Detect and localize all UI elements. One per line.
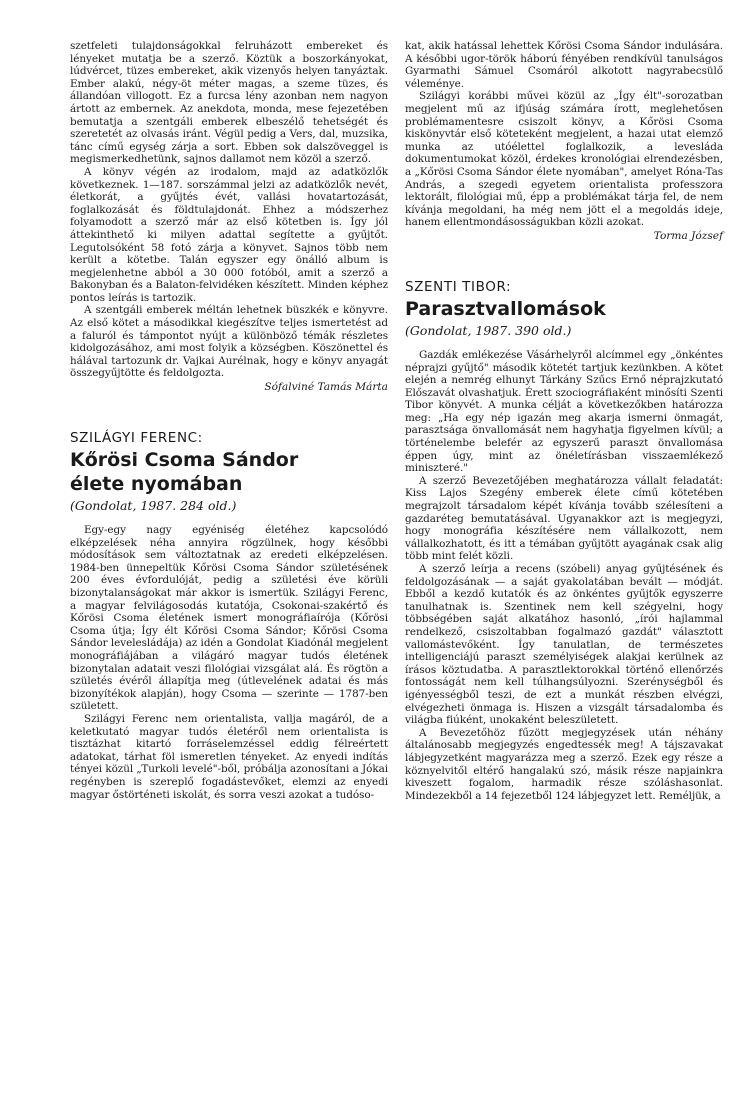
- review-publication-korosi: (Gondolat, 1987. 284 old.): [70, 498, 237, 514]
- review-title-korosi-line1: Kőrösi Csoma Sándor: [70, 449, 299, 472]
- left-intro-signature: Sófalviné Tamás Márta: [264, 381, 388, 394]
- review-title-korosi-line2: élete nyomában: [70, 473, 243, 496]
- left-intro-paragraph-2: A könyv végén az irodalom, majd az adatközlők következnek. 1—187. sorszámmal jelzi az adatközlők nevét, életkorát, a gyűjtés évét, vallási hovatartozását, foglalkozását és földtulajdonát. Ehhez a módszerhez folyamodott a szerző már az első kötetben is. Így jól áttekinthető ki milyen adattal segítette a gyűjtőt. Legutolsóként 58 fotó zárja a könyvet. Sajnos több nem került a kötetbe. Talán egyszer egy önálló album is megjelenhetne abból a 30 000 fotóból, amit a szerző a Bakonyban és a Balaton-felvidéken készített. Minden képhez pontos leírás is tartozik.: [70, 165, 388, 304]
- left-intro-paragraph-3: A szentgáli emberek méltán lehetnek büszkék e könyvre. Az első kötet a másodikkal kiegészítve teljes ismertetést ad a faluról és támpontot nyújt a különböző témák részletes kidolgozásához, ami most folyik a községben. Köszönettel és hálával tartozunk dr. Vajkai Aurélnak, hogy e könyv anyagát összegyűjtötte és feldolgozta.: [70, 304, 388, 380]
- section-gap: [405, 243, 723, 279]
- review-author-szilagyi: SZILÁGYI FERENC:: [70, 430, 203, 447]
- right-column: [405, 40, 723, 802]
- review-author-szenti: SZENTI TIBOR:: [405, 278, 512, 295]
- review-szenti-paragraph-1: Gazdák emlékezése Vásárhelyről alcímmel egy „önkéntes néprajzi gyűjtő" második kötetét tartjuk kezünkben. A kötet elején a nemrég elhunyt Tárkány Szűcs Ernő néprajzkutató Előszavát olvashatjuk. Érett szociográfiaként minősíti Szenti Tibor könyvét. A munka célját a következőkben határozza meg: „Ha egy nép igazán meg akarja ismerni önmagát, parasztsága önvallomását nem hagyhatja figyelmen kívül; a történelembe belefér az egyszerű paraszt önvallomása éppen úgy, mint az önéletírásban visszaemlékező miniszteré.": [405, 348, 723, 475]
- left-intro-paragraph-1: szetfeleti tulajdonságokkal felruházott embereket és lényeket mutatja be a szerző. Köztük a boszorkányokat, lúdvércet, tüzes embereket, akik vizenyős helyen tanyáztak. Ember alakú, négy-öt méter magas, a szeme tüzes, és állandóan villogott. Ez a furcsa lény azonban nem nagyon ártott az embernek. Az anekdota, monda, mese fejezetében bemutatja a szentgáli emberek elbeszélő tehetségét és szeretetét az olvasás iránt. Végül pedig a Vers, dal, muzsika, tánc című egység zárja a sort. Ebben sok dalszöveggel is megismerkedhetünk, sajnos dallamot nem közöl a szerző.: [70, 40, 388, 166]
- review-szenti-paragraph-3: A szerző leírja a recens (szóbeli) anyag gyűjtésének és feldolgozásának — a saját gyakolatában bevált — módját. Ebből a kezdő kutatók és az önkéntes gyűjtők egyszerre tanulhatnak is. Szentinek nem kell szégyelni, hogy többségében saját alkatához hasonló, „írói hajlammal rendelkező, csiszoltabban fogalmazó gazdát" választott vallomástevőként. Így tanulatlan, de természetes intelligenciájú paraszt személyiségek alakjai kerülnek az írásos köztudatba. A parasztlektorokkal történő ellenőrzés fontosságát nem kell túlhangsúlyozni. Szerénységből és igényességből teszi, de ezt a munkát részben elvégzi, elvégezheti önmaga is. Hiszen a vizsgált társadalomba és világba fiúként, unokaként beleszületett.: [405, 563, 723, 727]
- review-korosi-paragraph-2: Szilágyi Ferenc nem orientalista, vallja magáról, de a keletkutató magyar tudós életéről nem orientalista is tisztázhat kitartó forráselemzéssel eddig félreértett adatokat, tárhat föl ismeretlen tényeket. Az enyedi indítás tényei közül „Turkoli levelé"-ből, próbálja azonosítani a Jókai regényben is szereplő fogadástevőket, elemzi az enyedi magyar őstörténeti iskolát, és sorra veszi azokat a tudóso-: [70, 712, 388, 801]
- right-intro-paragraph-2: Szilágyi korábbi művei közül az „Így élt"-sorozatban megjelent mű az ifjúság számára írott, meglehetősen problémamentesre csiszolt könyv, a Kőrösi Csoma kiskönyvtár első köteteként megjelent, a hazai utat elemző munka az utóélettel foglalkozik, a levesláda dokumentumokat közöl, érdekes kronológiai elrendezésben, a „Kőrösi Csoma Sándor élete nyomában", amelyet Róna-Tas András, a szegedi egyetem orientalista professzora lektorált, filológiai mű, épp a problémákat tárja fel, de nem kívánja megoldani, ha még nem jött el a megoldás ideje, hanem ellentmondásosságukban közli azokat.: [405, 90, 723, 229]
- review-publication-parasztvallomasok: (Gondolat, 1987. 390 old.): [405, 322, 572, 338]
- review-title-parasztvallomasok: Parasztvallomások: [405, 297, 606, 320]
- right-intro-paragraph-1: kat, akik hatással lehettek Kőrösi Csoma Sándor indulására. A későbbi ugor-török háború fényében rendkívül tanulságos Gyarmathi Sámuel Csomáról alkotott nagyrabecsülő véleménye.: [405, 40, 723, 90]
- right-intro-signature: Torma József: [653, 229, 723, 242]
- review-korosi-paragraph-1: Egy-egy nagy egyéniség életéhez kapcsolódó elképzelések néha annyira rögzülnek, hogy későbbi módosítások sem változtatnak az eredeti elképzelésen. 1984-ben ünnepeltük Kőrösi Csoma Sándor születésének 200 éves évfordulóját, pedig a születési éve körüli bizonytalanságokat már akkor is ismertük. Szilágyi Ferenc, a magyar felvilágosodás kutatója, Csokonai-szakértő és Kőrösi Csoma életének ismert monográfiaírója (Kőrösi Csoma útja; Így élt Kőrösi Csoma Sándor; Kőrösi Csoma Sándor levelesládája) az idén a Gondolat Kiadónál megjelent monográfiájában a világáró magyar tudós életének bizonytalan adatait veszi filológiai vizsgálat alá. És rögtön a születés évéről állapítja meg (útlevelének adatai és más bizonyítékok alapján), hogy Csoma — szerinte — 1787-ben született.: [70, 524, 388, 713]
- section-gap: [70, 394, 388, 430]
- left-column: [70, 40, 388, 801]
- review-szenti-paragraph-2: A szerző Bevezetőjében meghatározza vállalt feladatát: Kiss Lajos Szegény emberek élete című kötetében megrajzolt társadalom képét kívánja tovább szélesíteni a gazdaréteg bemutatásával. Ugyanakkor azt is megjegyzi, hogy monográfia készítésére nem vállalkozott, nem vállalkozhatott, és itt a témában gyűjtött ayagának csak alig több mint felét közli.: [405, 474, 723, 563]
- review-szenti-paragraph-4: A Bevezetőhöz fűzött megjegyzések után néhány általánosabb megjegyzés engedtessék meg! A tájszavakat lábjegyzetként magyarázza meg a szerző. Ezek egy része a köznyelvitől eltérő hangalakú szó, másik része napjainkra kiveszett fogalom, harmadik része szóláshasonlat. Mindezekből a 14 fejezetből 124 lábjegyzet lett. Reméljük, a: [405, 726, 723, 802]
